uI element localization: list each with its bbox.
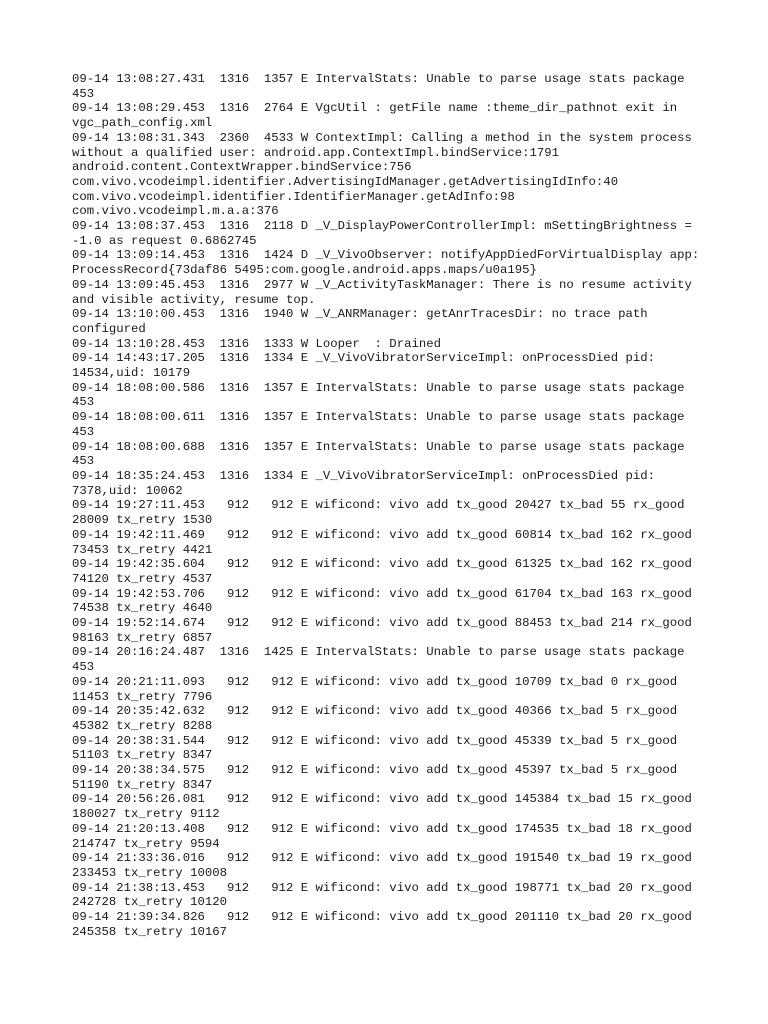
log-line: 09-14 18:08:00.688 1316 1357 E IntervalStats: Unable to parse usage stats package 453	[72, 439, 692, 469]
log-line: 09-14 13:10:00.453 1316 1940 W _V_ANRManager: getAnrTracesDir: no trace path configured	[72, 307, 655, 336]
log-line: 09-14 20:16:24.487 1316 1425 E IntervalStats: Unable to parse usage stats package 453	[72, 645, 692, 675]
log-line: 09-14 13:09:45.453 1316 2977 W _V_ActivityTaskManager: There is no resume activity and visible activity, resume top.	[72, 277, 700, 307]
log-line: 09-14 18:35:24.453 1316 1334 E _V_VivoVibratorServiceImpl: onProcessDied pid: 7378,uid: 10062	[72, 468, 663, 498]
log-line: 09-14 20:38:31.544 912 912 E wificond: vivo add tx_good 45339 tx_bad 5 rx_good 51103 tx_retry 8347	[72, 733, 685, 763]
log-line: 09-14 13:08:31.343 2360 4533 W ContextImpl: Calling a method in the system process without a qualified user: android.app.ContextImpl.bindService:1791 android.content.ContextWrapper.bindService:756 com.vivo.vcodeimpl.identifier.AdvertisingIdManager.getAdvertisingIdInfo:40 com.vivo.vcodeimpl.identifier.IdentifierManager.getAdInfo:98 com.vivo.vcodeimpl.m.a.a:376	[72, 130, 700, 219]
log-document	[72, 72, 712, 939]
log-line: 09-14 20:38:34.575 912 912 E wificond: vivo add tx_good 45397 tx_bad 5 rx_good 51190 tx_retry 8347	[72, 763, 685, 792]
log-line: 09-14 20:21:11.093 912 912 E wificond: vivo add tx_good 10709 tx_bad 0 rx_good 11453 tx_retry 7796	[72, 674, 685, 704]
log-line: 09-14 20:35:42.632 912 912 E wificond: vivo add tx_good 40366 tx_bad 5 rx_good 45382 tx_retry 8288	[72, 704, 685, 733]
log-line: 09-14 13:09:14.453 1316 1424 D _V_VivoObserver: notifyAppDiedForVirtualDisplay app: ProcessRecord{73daf86 5495:com.google.android.apps.maps/u0a195}	[72, 248, 707, 278]
log-line: 09-14 13:10:28.453 1316 1333 W Looper : Drained	[72, 336, 441, 351]
log-line: 09-14 19:42:35.604 912 912 E wificond: vivo add tx_good 61325 tx_bad 162 rx_good 74120 tx_retry 4537	[72, 557, 700, 586]
log-line: 09-14 18:08:00.586 1316 1357 E IntervalStats: Unable to parse usage stats package 453	[72, 380, 692, 410]
log-line: 09-14 19:42:53.706 912 912 E wificond: vivo add tx_good 61704 tx_bad 163 rx_good 74538 tx_retry 4640	[72, 586, 700, 616]
log-line: 09-14 14:43:17.205 1316 1334 E _V_VivoVibratorServiceImpl: onProcessDied pid: 14534,uid: 10179	[72, 351, 663, 381]
log-line: 09-14 13:08:29.453 1316 2764 E VgcUtil : getFile name :theme_dir_pathnot exit in vgc_path_config.xml	[72, 101, 685, 131]
log-line: 09-14 19:27:11.453 912 912 E wificond: vivo add tx_good 20427 tx_bad 55 rx_good 28009 tx_retry 1530	[72, 498, 692, 528]
log-line: 09-14 21:38:13.453 912 912 E wificond: vivo add tx_good 198771 tx_bad 20 rx_good 242728 tx_retry 10120	[72, 880, 700, 910]
log-line: 09-14 13:08:27.431 1316 1357 E IntervalStats: Unable to parse usage stats package 453	[72, 72, 692, 101]
log-line: 09-14 18:08:00.611 1316 1357 E IntervalStats: Unable to parse usage stats package 453	[72, 410, 692, 439]
log-line: 09-14 13:08:37.453 1316 2118 D _V_DisplayPowerControllerImpl: mSettingBrightness = -1.0 as request 0.6862745	[72, 219, 700, 248]
log-line: 09-14 19:52:14.674 912 912 E wificond: vivo add tx_good 88453 tx_bad 214 rx_good 98163 tx_retry 6857	[72, 616, 700, 645]
log-line: 09-14 20:56:26.081 912 912 E wificond: vivo add tx_good 145384 tx_bad 15 rx_good 180027 tx_retry 9112	[72, 792, 700, 822]
log-line: 09-14 21:33:36.016 912 912 E wificond: vivo add tx_good 191540 tx_bad 19 rx_good 233453 tx_retry 10008	[72, 851, 700, 880]
log-line: 09-14 21:39:34.826 912 912 E wificond: vivo add tx_good 201110 tx_bad 20 rx_good 245358 tx_retry 10167	[72, 910, 700, 939]
log-line: 09-14 19:42:11.469 912 912 E wificond: vivo add tx_good 60814 tx_bad 162 rx_good 73453 tx_retry 4421	[72, 527, 700, 557]
log-line: 09-14 21:20:13.408 912 912 E wificond: vivo add tx_good 174535 tx_bad 18 rx_good 214747 tx_retry 9594	[72, 821, 700, 851]
